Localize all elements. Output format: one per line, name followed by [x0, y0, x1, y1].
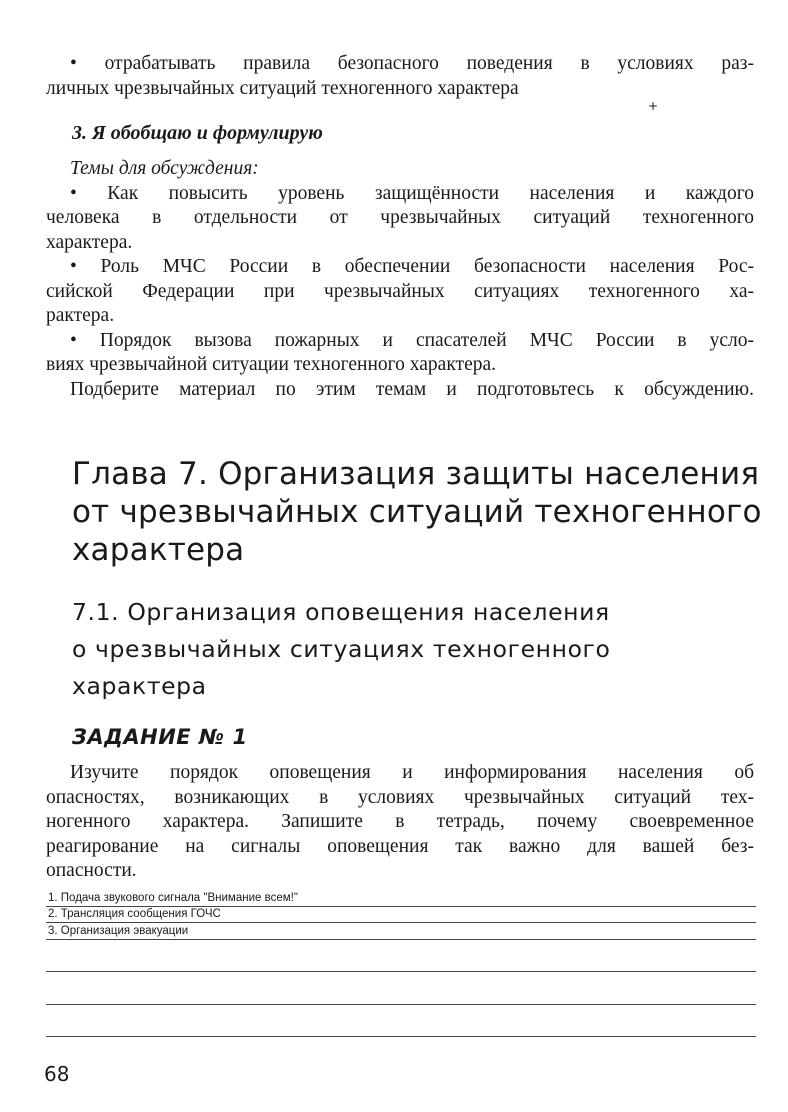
answer-line-6[interactable] — [46, 1036, 756, 1037]
chapter-title-line-1: Глава 7. Организация защиты населения — [72, 456, 760, 492]
stray-plus-mark: + — [648, 99, 659, 113]
section3-heading: 3. Я обобщаю и формулирую — [72, 122, 323, 144]
topic2-line-2: сийской Федерации при чрезвычайных ситуациях техногенного ха- — [46, 280, 754, 302]
task-line-2: опасностях, возникающих в условиях чрезвычайных ситуаций тех- — [46, 786, 754, 808]
topic3-line-1: • Порядок вызова пожарных и спасателей МЧС России в усло- — [70, 329, 754, 351]
task-line-4: реагирование на сигналы оповещения так важно для вашей без- — [46, 835, 754, 857]
answer-line-5[interactable] — [46, 1004, 756, 1005]
section-title-line-2: о чрезвычайных ситуациях техногенного — [72, 635, 611, 663]
topic1-line-3: характера. — [46, 231, 133, 253]
chapter-title-line-2: от чрезвычайных ситуаций техногенного — [72, 494, 762, 530]
top-bullet — [46, 52, 754, 101]
chapter-title — [72, 455, 762, 569]
task-line-1: Изучите порядок оповещения и информирования населения об — [70, 762, 754, 783]
answer-line-2[interactable] — [46, 906, 756, 923]
task-line-5: опасности. — [46, 860, 137, 881]
answer-text-3: 3. Организация эвакуации — [48, 925, 189, 937]
section3-body — [46, 157, 754, 402]
task-line-3: ногенного характера. Запишите в тетрадь, почему своевременное — [46, 811, 754, 832]
task-text — [46, 761, 754, 884]
answer-text-1: 1. Подача звукового сигнала "Внимание всем!" — [48, 892, 298, 904]
answer-line-4[interactable] — [46, 971, 756, 972]
top-bullet-line-2: личных чрезвычайных ситуаций техногенного характера — [46, 77, 519, 99]
answer-text-2: 2. Трансляция сообщения ГОЧС — [48, 908, 221, 920]
section-title — [72, 594, 692, 705]
chapter-title-line-3: характера — [72, 532, 245, 568]
task-title: ЗАДАНИЕ № 1 — [72, 725, 248, 749]
answer-line-3[interactable] — [46, 922, 756, 940]
topics-label: Темы для обсуждения: — [70, 158, 259, 179]
section-title-line-3: характера — [72, 672, 207, 700]
topic3-line-2: виях чрезвычайной ситуации техногенного характера. — [46, 354, 497, 375]
section-title-line-1: 7.1. Организация оповещения населения — [72, 598, 610, 626]
closing-line: Подберите материал по этим темам и подготовьтесь к обсуждению. — [70, 378, 754, 400]
page-number: 68 — [44, 1062, 70, 1086]
topic1-line-2: человека в отдельности от чрезвычайных ситуаций техногенного — [46, 207, 754, 228]
topic2-line-3: рактера. — [46, 305, 115, 326]
topic2-line-1: • Роль МЧС России в обеспечении безопасности населения Рос- — [70, 256, 754, 277]
answer-line-1[interactable] — [46, 888, 756, 907]
topic1-line-1: • Как повысить уровень защищённости населения и каждого — [70, 182, 754, 204]
top-bullet-line-1: • отрабатывать правила безопасного поведения в условиях раз- — [70, 53, 754, 74]
